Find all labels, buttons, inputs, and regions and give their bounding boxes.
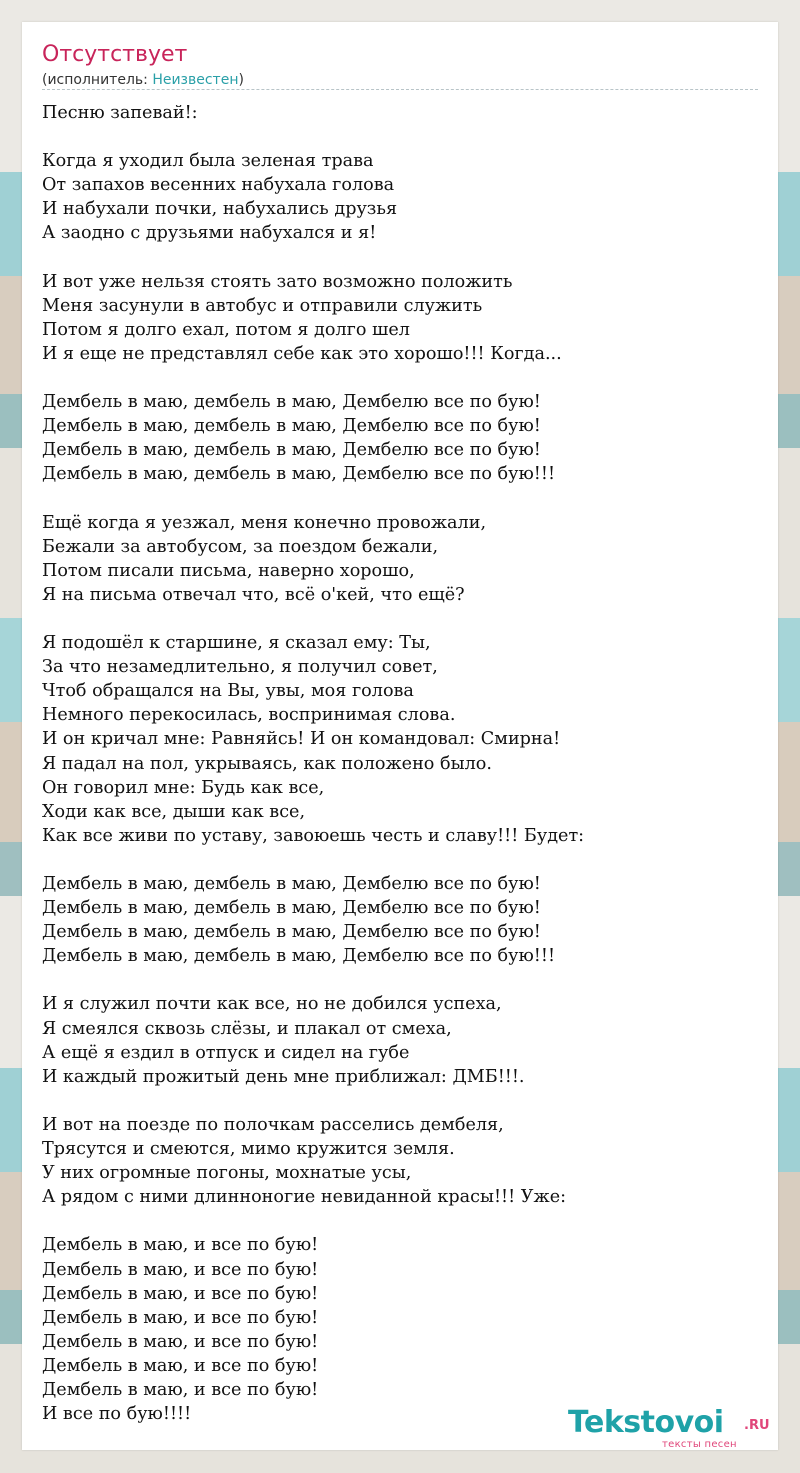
lyric-line: Он говорил мне: Будь как все, [42,777,325,798]
lyric-line: Чтоб обращался на Вы, увы, моя голова [42,681,414,702]
lyric-line: Дембель в маю, дембель в маю, Дембелю все по бую!!! [42,464,556,485]
artist-suffix: ) [238,72,244,88]
logo-tld: .RU [744,1418,770,1433]
lyric-blank-line [42,1089,762,1113]
lyric-line: За что незамедлительно, я получил совет, [42,657,438,678]
lyric-line: Дембель в маю, дембель в маю, Дембелю все по бую! [42,898,541,919]
artist-prefix: (исполнитель: [42,72,153,88]
lyric-line: И я служил почти как все, но не добился успеха, [42,994,502,1015]
lyric-line: Я подошёл к старшине, я сказал ему: Ты, [42,633,431,654]
lyric-line: Трясутся и смеются, мимо кружится земля. [42,1139,455,1160]
lyric-line: И все по бую!!!! [42,1404,192,1425]
lyric-blank-line [42,246,762,270]
lyric-line: И вот на поезде по полочкам расселись дембеля, [42,1114,504,1135]
lyric-line: И набухали почки, набухались друзья [42,199,398,220]
lyric-line: Дембель в маю, и все по бую! [42,1283,319,1304]
lyric-line: Дембель в маю, дембель в маю, Дембелю все по бую! [42,874,541,894]
lyric-line: Дембель в маю, дембель в маю, Дембелю все по бую! [42,416,541,437]
lyric-blank-line [42,607,762,631]
logo-tagline: тексты песен [662,1439,737,1450]
artist-link[interactable]: Неизвестен [152,72,239,88]
lyric-line: А ещё я ездил в отпуск и сидел на губе [42,1042,410,1063]
lyric-line: Потом я долго ехал, потом я долго шел [42,319,410,340]
lyric-line: Дембель в маю, и все по бую! [42,1331,319,1352]
lyric-line: И я еще не представлял себе как это хорошо!!! Когда... [42,343,562,364]
lyric-line: Ходи как все, дыши как все, [42,801,306,822]
lyric-line: Я на письма отвечал что, всё о'кей, что ещё? [42,584,465,605]
lyrics-card [22,22,778,1450]
lyric-line: А заодно с друзьями набухался и я! [42,223,377,244]
lyric-line: И вот уже нельзя стоять зато возможно положить [42,271,513,292]
lyric-line: От запахов весенних набухала голова [42,175,395,196]
artist-line [42,70,244,90]
lyrics-text [42,101,762,1426]
lyric-line: Я падал на пол, укрываясь, как положено было. [42,753,492,774]
lyric-line: А рядом с ними длинноногие невиданной красы!!! Уже: [42,1187,567,1208]
lyric-line: Меня засунули в автобус и отправили служить [42,295,483,316]
site-logo[interactable] [568,1405,778,1450]
lyric-blank-line [42,366,762,390]
lyric-line: И каждый прожитый день мне приближал: ДМБ!!!. [42,1066,525,1087]
lyric-line: И он кричал мне: Равняйсь! И он командовал: Смирна! [42,729,561,750]
lyric-line: Ещё когда я уезжал, меня конечно провожали, [42,512,487,533]
lyric-line: Дембель в маю, и все по бую! [42,1379,319,1400]
lyric-blank-line [42,968,762,992]
lyric-blank-line [42,125,762,149]
lyric-blank-line [42,848,762,872]
lyric-line: Дембель в маю, и все по бую! [42,1355,319,1376]
lyric-line: У них огромные погоны, мохнатые усы, [42,1163,412,1184]
lyric-line: Я смеялся сквозь слёзы, и плакал от смеха, [42,1018,452,1039]
lyric-line: Дембель в маю, дембель в маю, Дембелю все по бую! [42,392,541,413]
lyric-line: Дембель в маю, и все по бую! [42,1307,319,1328]
lyric-line: Песню запевай!: [42,103,198,123]
lyric-line: Как все живи по уставу, завоюешь честь и славу!!! Будет: [42,825,585,846]
title-divider [42,89,758,90]
lyric-line: Дембель в маю, дембель в маю, Дембелю все по бую! [42,922,541,943]
lyric-line: Когда я уходил была зеленая трава [42,151,374,172]
song-title: Отсутствует [42,42,188,67]
lyric-blank-line [42,487,762,511]
lyric-line: Бежали за автобусом, за поездом бежали, [42,536,439,557]
lyric-line: Потом писали письма, наверно хорошо, [42,560,415,581]
lyric-line: Дембель в маю, и все по бую! [42,1259,319,1280]
lyric-line: Немного перекосилась, воспринимая слова. [42,705,456,726]
lyric-line: Дембель в маю, дембель в маю, Дембелю все по бую! [42,440,541,461]
lyric-blank-line [42,1209,762,1233]
lyric-line: Дембель в маю, дембель в маю, Дембелю все по бую!!! [42,946,556,967]
lyric-line: Дембель в маю, и все по бую! [42,1235,319,1256]
logo-name: Tekstovoi [568,1405,724,1440]
